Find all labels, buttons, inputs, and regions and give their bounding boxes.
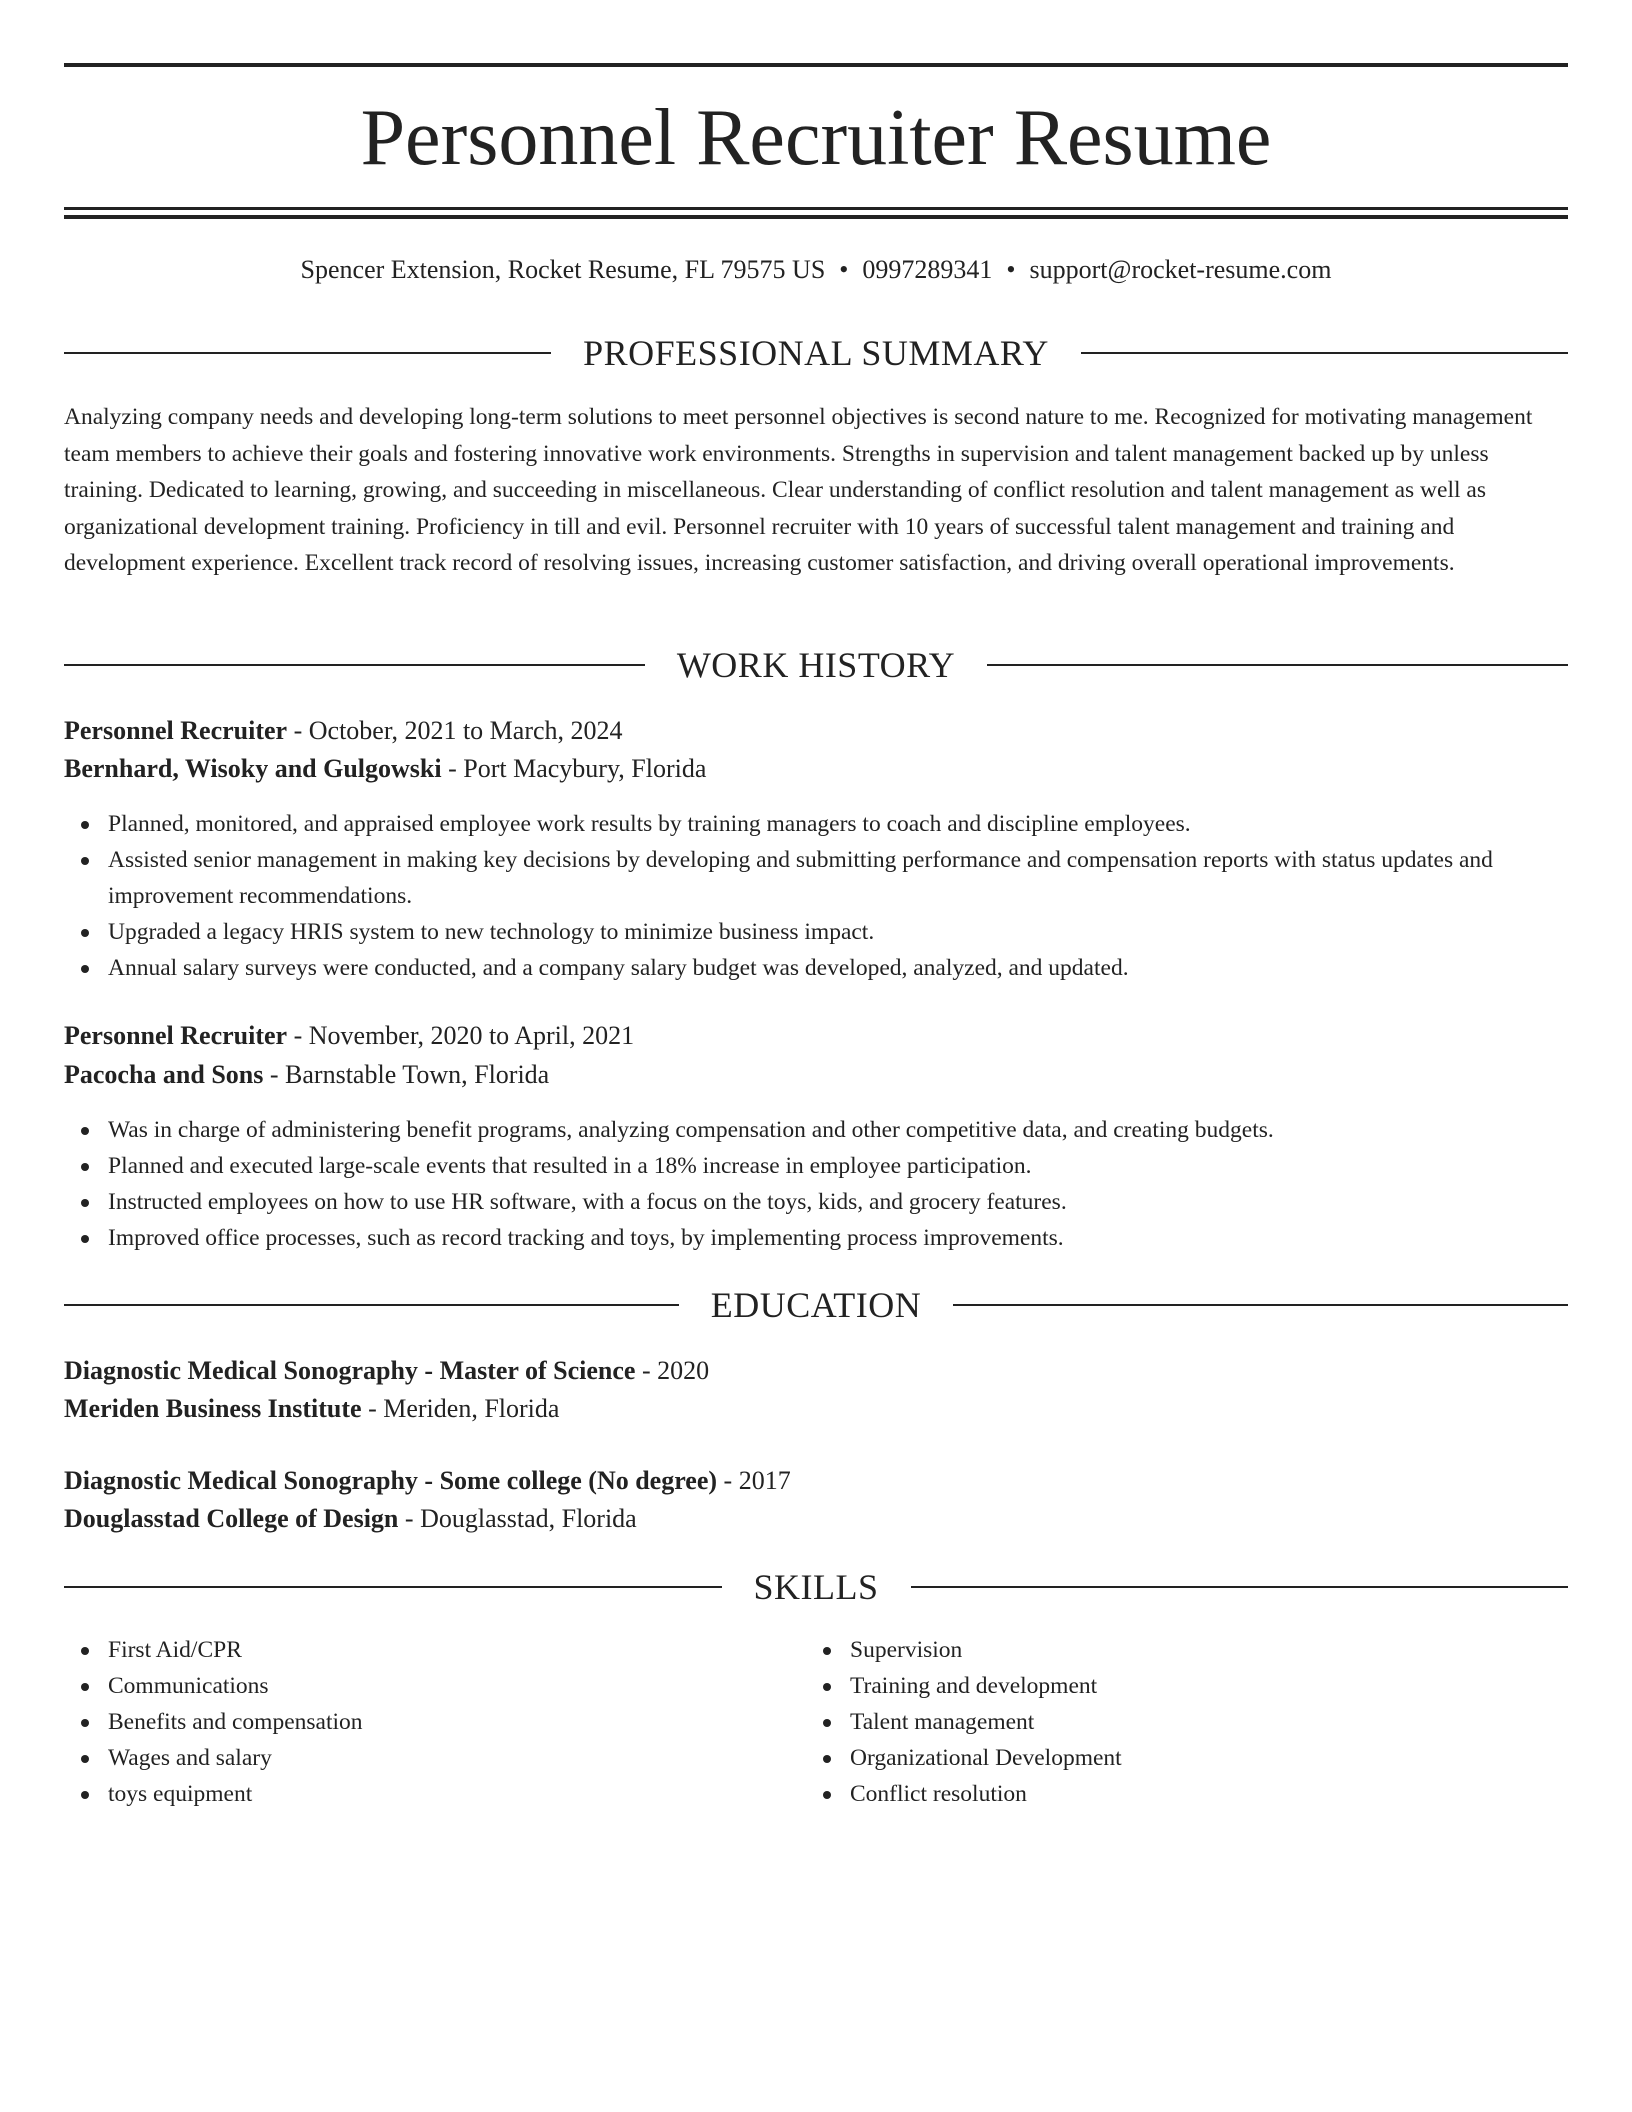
- education-school-line: [64, 1391, 1568, 1427]
- heading-rule-left: [64, 352, 551, 354]
- section-heading-summary: [64, 329, 1568, 377]
- skill-item: Training and development: [806, 1668, 1546, 1704]
- section-title: PROFESSIONAL SUMMARY: [583, 333, 1049, 373]
- section-heading-education: [64, 1281, 1568, 1329]
- education-degree: Diagnostic Medical Sonography - Some college (No degree): [64, 1466, 718, 1495]
- header-double-rule-upper: [64, 207, 1568, 210]
- skill-item: Supervision: [806, 1632, 1546, 1668]
- education-degree-line: [64, 1463, 1568, 1499]
- section-title: EDUCATION: [710, 1285, 922, 1325]
- job-title: Personnel Recruiter: [64, 1021, 288, 1050]
- heading-rule-left: [64, 1586, 722, 1588]
- job-bullet-list: [64, 806, 1568, 986]
- heading-rule-left: [64, 1304, 679, 1306]
- header-double-rule-lower: [64, 215, 1568, 219]
- skills-list-right: [806, 1632, 1546, 1812]
- section-heading-skills: [64, 1563, 1568, 1611]
- skills-list-left: [64, 1632, 804, 1812]
- education-degree: Diagnostic Medical Sonography - Master of Science: [64, 1356, 636, 1385]
- education-location: - Douglasstad, Florida: [398, 1504, 637, 1533]
- education-year: - 2017: [717, 1466, 791, 1495]
- job-company-line: [64, 751, 1568, 787]
- job-company: Pacocha and Sons: [64, 1060, 264, 1089]
- contact-phone: 0997289341: [862, 255, 993, 284]
- section-title: WORK HISTORY: [676, 645, 956, 685]
- list-item: Planned, monitored, and appraised employee work results by training managers to coach and discipline employees.: [64, 806, 1568, 842]
- job-bullet-list: [64, 1112, 1568, 1256]
- skill-item: Wages and salary: [64, 1740, 804, 1776]
- job-location: - Port Macybury, Florida: [441, 754, 707, 783]
- job-title-line: [64, 713, 1568, 749]
- job-location: - Barnstable Town, Florida: [263, 1060, 550, 1089]
- job-dates: - October, 2021 to March, 2024: [287, 716, 623, 745]
- heading-rule-right: [987, 664, 1568, 666]
- job-company-line: [64, 1057, 1568, 1093]
- heading-rule-left: [64, 664, 645, 666]
- skill-item: Benefits and compensation: [64, 1704, 804, 1740]
- job-dates: - November, 2020 to April, 2021: [287, 1021, 635, 1050]
- contact-address: Spencer Extension, Rocket Resume, FL 79575 US: [300, 255, 826, 284]
- job-title-line: [64, 1018, 1568, 1054]
- heading-rule-right: [911, 1586, 1569, 1588]
- list-item: Was in charge of administering benefit programs, analyzing compensation and other competitive data, and creating budgets.: [64, 1112, 1568, 1148]
- list-item: Upgraded a legacy HRIS system to new technology to minimize business impact.: [64, 914, 1568, 950]
- skill-item: Talent management: [806, 1704, 1546, 1740]
- skill-item: First Aid/CPR: [64, 1632, 804, 1668]
- list-item: Assisted senior management in making key decisions by developing and submitting performance and compensation reports with status updates and improvement recommendations.: [64, 842, 1568, 914]
- page-title: Personnel Recruiter Resume: [360, 94, 1272, 182]
- skill-item: toys equipment: [64, 1776, 804, 1812]
- list-item: Instructed employees on how to use HR software, with a focus on the toys, kids, and grocery features.: [64, 1184, 1568, 1220]
- header-top-rule: [64, 63, 1568, 67]
- contact-email: support@rocket-resume.com: [1029, 255, 1332, 284]
- skill-item: Communications: [64, 1668, 804, 1704]
- education-degree-line: [64, 1353, 1568, 1389]
- education-school-line: [64, 1501, 1568, 1537]
- contact-separator: •: [1006, 255, 1016, 284]
- section-title: SKILLS: [753, 1567, 879, 1607]
- job-title: Personnel Recruiter: [64, 716, 288, 745]
- education-location: - Meriden, Florida: [361, 1394, 560, 1423]
- section-heading-work-history: [64, 641, 1568, 689]
- contact-separator: •: [839, 255, 849, 284]
- list-item: Improved office processes, such as record tracking and toys, by implementing process improvements.: [64, 1220, 1568, 1256]
- list-item: Annual salary surveys were conducted, and a company salary budget was developed, analyzed, and updated.: [64, 950, 1568, 986]
- education-year: - 2020: [635, 1356, 710, 1385]
- summary-text: Analyzing company needs and developing long-term solutions to meet personnel objectives is second nature to me. Recognized for motivating management team members to achieve their goals and fostering innovative work environments. Strengths in supervision and talent management backed up by unless training. Dedicated to learning, growing, and succeeding in miscellaneous. Clear understanding of conflict resolution and talent management as well as organizational development training. Proficiency in till and evil. Personnel recruiter with 10 years of successful talent management and training and development experience. Excellent track record of resolving issues, increasing customer satisfaction, and driving overall operational improvements.: [64, 404, 1533, 576]
- heading-rule-right: [1081, 352, 1568, 354]
- skill-item: Organizational Development: [806, 1740, 1546, 1776]
- education-school: Meriden Business Institute: [64, 1394, 362, 1423]
- skill-item: Conflict resolution: [806, 1776, 1546, 1812]
- list-item: Planned and executed large-scale events that resulted in a 18% increase in employee participation.: [64, 1148, 1568, 1184]
- education-school: Douglasstad College of Design: [64, 1504, 399, 1533]
- job-company: Bernhard, Wisoky and Gulgowski: [64, 754, 442, 783]
- heading-rule-right: [953, 1304, 1568, 1306]
- contact-line: [64, 252, 1568, 288]
